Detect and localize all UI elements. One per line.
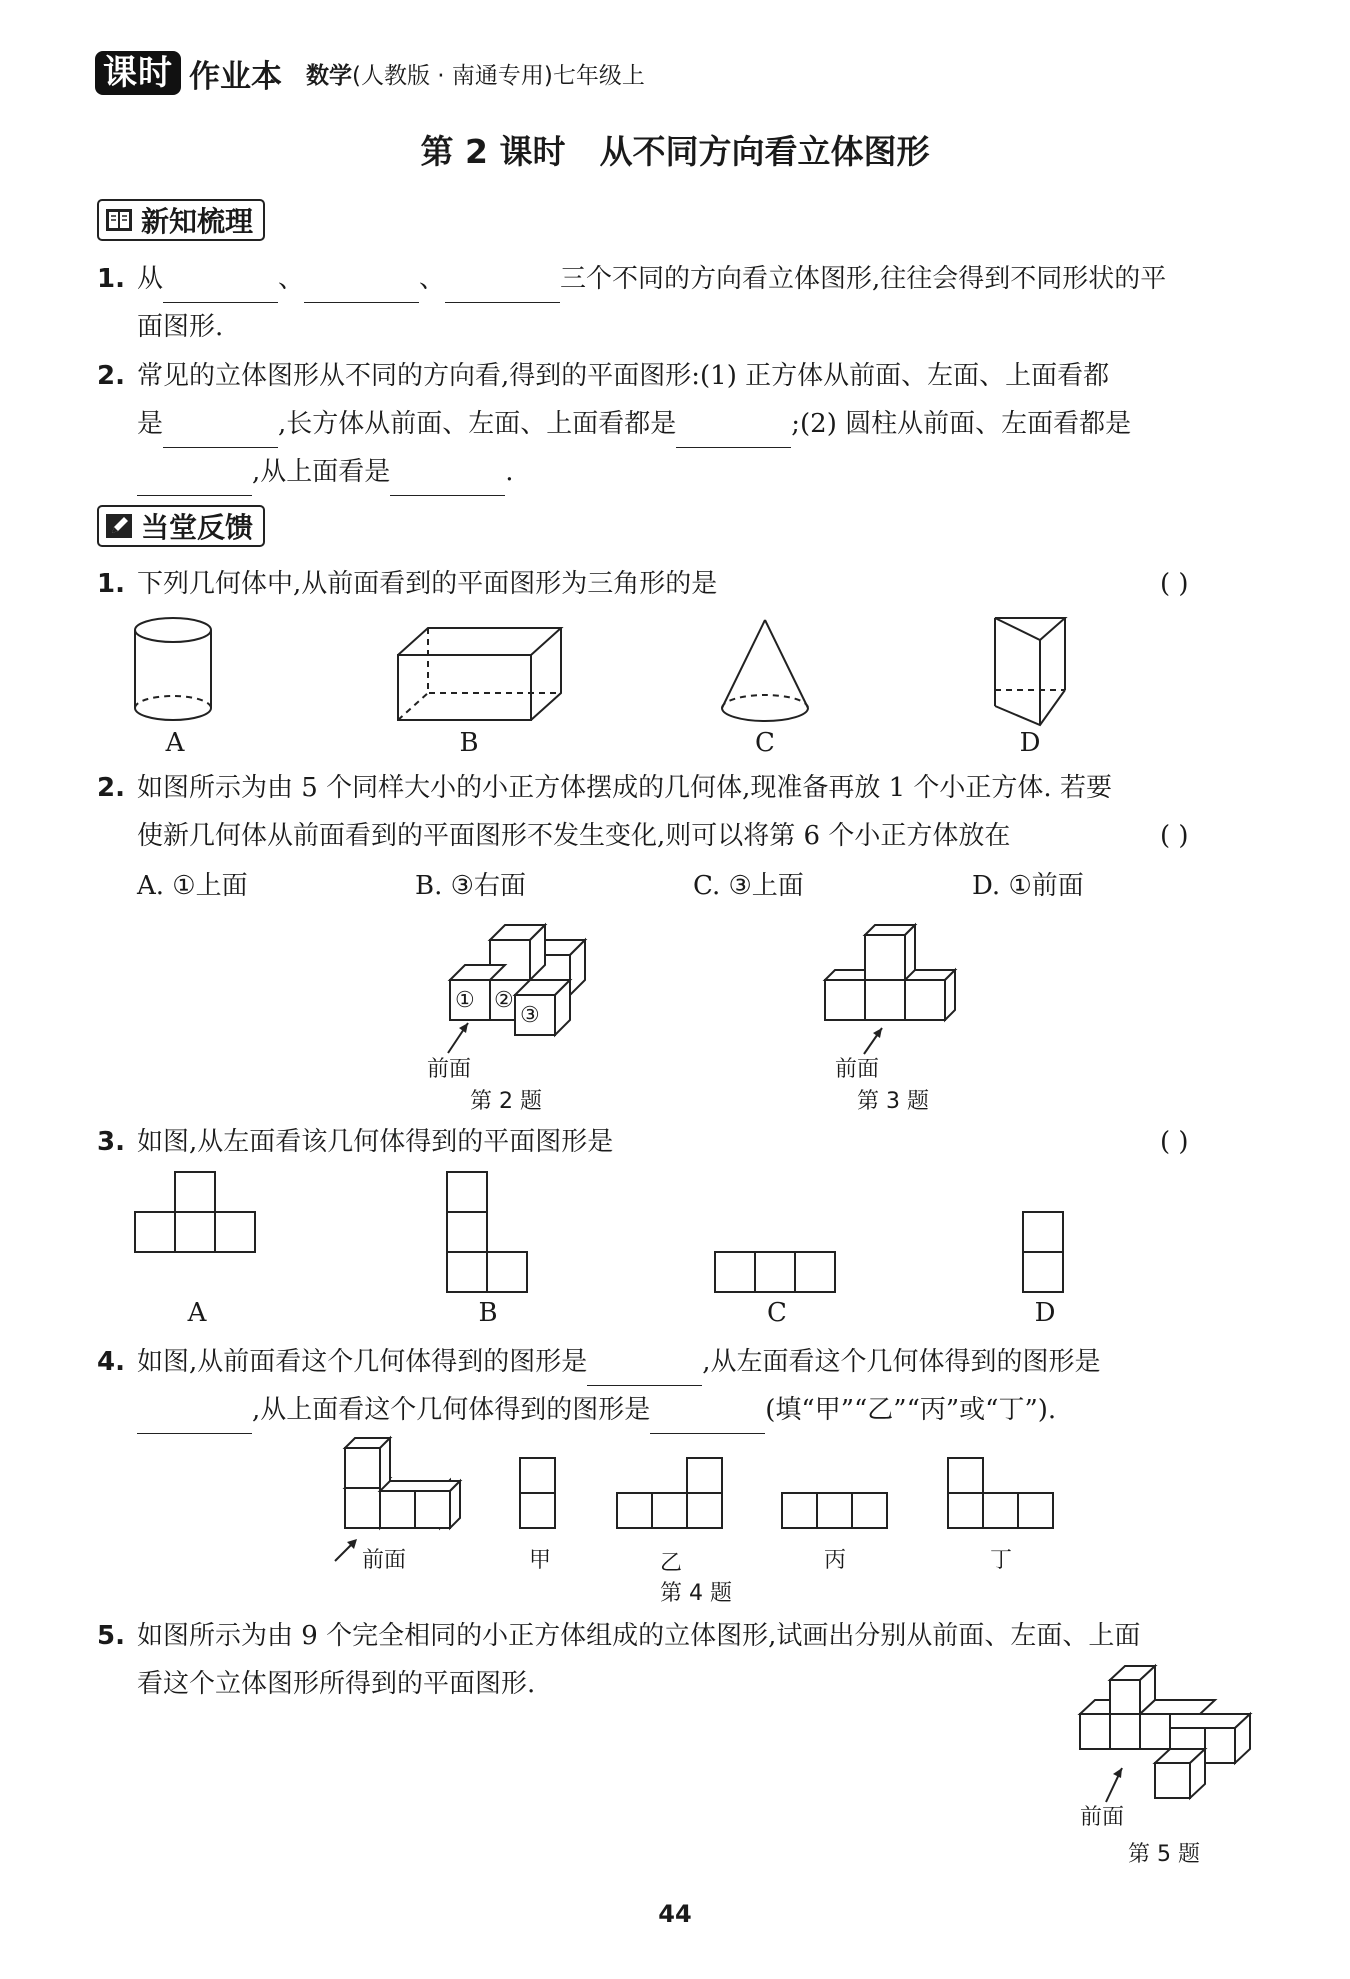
cube-mark-2: ② xyxy=(494,988,514,1013)
section-heading-2 xyxy=(97,505,265,547)
answer-blank[interactable] xyxy=(676,417,791,448)
answer-blank[interactable] xyxy=(445,272,560,303)
logo: 课时 xyxy=(95,51,181,95)
arrow-icon xyxy=(860,1022,890,1056)
page-number: 44 xyxy=(658,1900,692,1928)
cone-shape xyxy=(722,620,808,721)
option-label: B xyxy=(478,1298,498,1328)
answer-paren[interactable]: ( ) xyxy=(1160,1127,1189,1157)
question-s1-2: 2. 常见的立体图形从不同的方向看,得到的平面图形:(1) 正方体从前面、左面、上面看都 是 ,长方体从前面、左面、上面看都是 ;(2) 圆柱从前面、左面看都是 ,从上面看是 . xyxy=(97,352,1267,496)
q4-figures xyxy=(335,1438,1065,1548)
lesson-number: 第 2 课时 xyxy=(420,132,566,171)
question-5: 5. 如图所示为由 9 个完全相同的小正方体组成的立体图形,试画出分别从前面、左面、上面 看这个立体图形所得到的平面图形. xyxy=(97,1621,1141,1699)
prism-shape xyxy=(995,618,1065,725)
option-label: C xyxy=(767,1298,787,1328)
book-icon xyxy=(105,207,133,233)
choice-b[interactable]: B. ③右面 xyxy=(415,871,526,901)
answer-paren[interactable]: ( ) xyxy=(1160,569,1189,599)
answer-blank[interactable] xyxy=(650,1403,765,1434)
answer-blank[interactable] xyxy=(137,465,252,496)
view-label-bing: 丙 xyxy=(824,1548,847,1573)
choice-a[interactable]: A. ①上面 xyxy=(137,871,248,901)
cube-mark-1: ① xyxy=(455,988,475,1013)
logo-subtitle: 作业本 xyxy=(189,58,282,95)
page-title xyxy=(0,126,1350,173)
figure-caption: 第 4 题 xyxy=(660,1581,732,1606)
cylinder-shape xyxy=(135,618,211,720)
choice-d[interactable]: D. ①前面 xyxy=(972,871,1084,901)
subject-line: 数学(人教版 · 南通专用)七年级上 xyxy=(306,62,645,89)
question-1: 1. 下列几何体中,从前面看到的平面图形为三角形的是 xyxy=(97,569,718,599)
q3-cube-figure xyxy=(820,920,980,1030)
view-label-jia: 甲 xyxy=(529,1548,552,1573)
answer-blank[interactable] xyxy=(304,272,419,303)
answer-blank[interactable] xyxy=(390,465,505,496)
question-4: 4. 如图,从前面看这个几何体得到的图形是 ,从左面看这个几何体得到的图形是 ,从上面看这个几何体得到的图形是 (填“甲”“乙”“丙”或“丁”). xyxy=(97,1338,1267,1434)
view-label-yi: 乙 xyxy=(660,1551,683,1576)
option-label: D xyxy=(1034,1298,1056,1328)
question-s1-1: 1. 从 、 、 三个不同的方向看立体图形,往往会得到不同形状的平 面图形. xyxy=(97,264,1167,342)
option-label: D xyxy=(1019,728,1041,758)
question-2: 2. 如图所示为由 5 个同样大小的小正方体摆成的几何体,现准备再放 1 个小正方体. 若要 使新几何体从前面看到的平面图形不发生变化,则可以将第 6 个小正方体放在 xyxy=(97,773,1112,851)
figure-caption: 第 5 题 xyxy=(1128,1842,1200,1867)
cuboid-shape xyxy=(398,628,561,720)
option-label: B xyxy=(459,728,479,758)
front-label: 前面 xyxy=(835,1057,880,1082)
arrow-icon xyxy=(444,1017,474,1057)
answer-blank[interactable] xyxy=(587,1355,702,1386)
section-heading-1 xyxy=(97,199,265,241)
option-label: C xyxy=(755,728,775,758)
question-3: 3. 如图,从左面看该几何体得到的平面图形是 xyxy=(97,1127,614,1157)
section-label: 新知梳理 xyxy=(141,205,254,238)
q1-solids xyxy=(125,610,1225,770)
answer-blank[interactable] xyxy=(137,1403,252,1434)
cube-mark-3: ③ xyxy=(520,1003,540,1028)
front-label: 前面 xyxy=(362,1548,407,1573)
answer-blank[interactable] xyxy=(163,417,278,448)
figure-caption: 第 3 题 xyxy=(857,1089,929,1114)
option-label: A xyxy=(187,1298,207,1328)
choice-c[interactable]: C. ③上面 xyxy=(693,871,804,901)
front-label: 前面 xyxy=(1080,1805,1125,1830)
front-label: 前面 xyxy=(427,1057,472,1082)
section-label: 当堂反馈 xyxy=(141,511,254,544)
view-label-ding: 丁 xyxy=(990,1548,1013,1573)
option-label: A xyxy=(165,728,185,758)
arrow-icon xyxy=(1100,1762,1130,1804)
answer-paren[interactable]: ( ) xyxy=(1160,821,1189,851)
pencil-icon xyxy=(105,513,133,539)
page-header xyxy=(95,48,645,98)
answer-blank[interactable] xyxy=(163,272,278,303)
q3-options-figure xyxy=(130,1170,1230,1295)
figure-caption: 第 2 题 xyxy=(470,1089,542,1114)
lesson-topic: 从不同方向看立体图形 xyxy=(599,132,930,171)
